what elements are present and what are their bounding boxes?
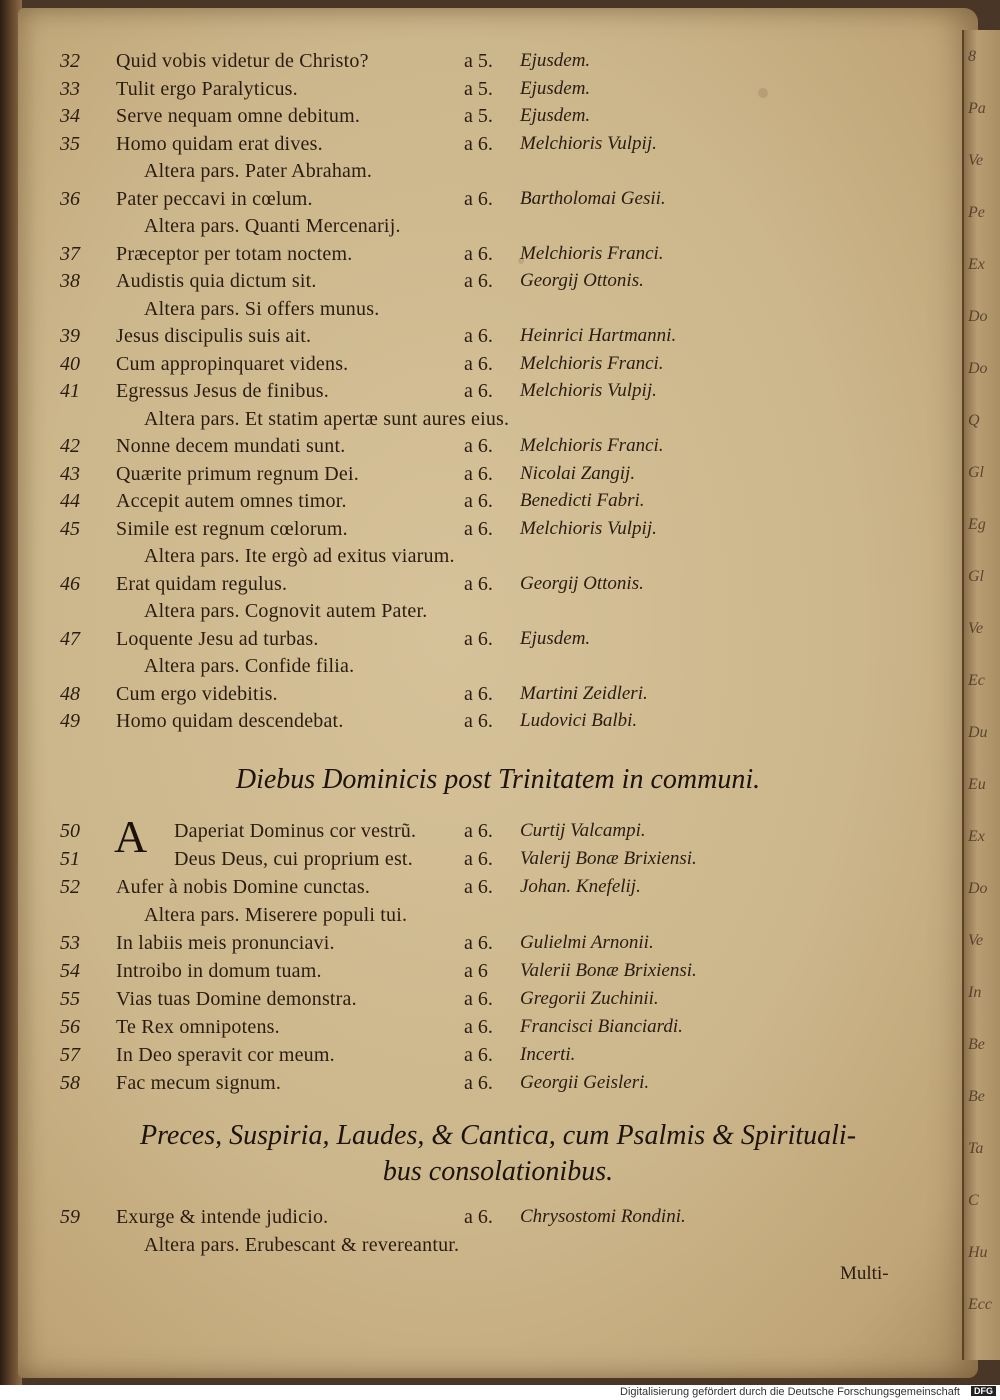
entry-number: 51: [60, 848, 80, 870]
entry-composer: Valerii Bonæ Brixiensi.: [520, 960, 697, 981]
entry-row: [18, 876, 978, 902]
entry-voices: a 6.: [464, 1072, 493, 1094]
entry-number: 58: [60, 1072, 80, 1094]
entry-title: Præceptor per totam noctem.: [116, 242, 353, 265]
entry-row: [18, 78, 978, 104]
entry-composer: Ejusdem.: [520, 50, 591, 71]
entry-composer: Melchioris Vulpij.: [520, 517, 657, 539]
entry-composer: Francisci Bianciardi.: [520, 1016, 683, 1037]
facing-page-fragment: Gl: [968, 568, 984, 585]
entry-composer: Martini Zeidleri.: [520, 682, 648, 704]
entry-title: Nonne decem mundati sunt.: [116, 435, 346, 457]
entry-voices: a 6.: [464, 462, 493, 485]
entry-number: 42: [60, 435, 80, 457]
entry-number: 36: [60, 187, 80, 210]
entry-row: [18, 325, 978, 351]
facing-page-fragment: Ve: [968, 932, 984, 949]
altera-pars-line: [18, 904, 978, 930]
entry-voices: a 6.: [464, 572, 493, 595]
entry-number: 37: [60, 242, 80, 265]
entry-voices: a 6.: [464, 848, 493, 870]
entry-row: [18, 353, 978, 379]
entry-row: [18, 988, 978, 1014]
entry-voices: a 6.: [464, 380, 493, 402]
entry-composer: Georgii Geisleri.: [520, 1072, 650, 1093]
entry-composer: Benedicti Fabri.: [520, 490, 645, 511]
entry-voices: a 6.: [464, 187, 493, 210]
entry-row: [18, 848, 978, 874]
entry-title: Audistis quia dictum sit.: [116, 270, 317, 292]
entry-number: 56: [60, 1016, 80, 1038]
entry-voices: a 6.: [464, 820, 493, 842]
entry-voices: a 6.: [464, 435, 493, 457]
entry-row: [18, 628, 978, 654]
entry-composer: Melchioris Franci.: [520, 435, 664, 456]
entry-number: 38: [60, 270, 80, 292]
entry-title: Quærite primum regnum Dei.: [116, 462, 359, 485]
entry-voices: a 6.: [464, 988, 493, 1010]
entry-title: Homo quidam descendebat.: [116, 710, 344, 732]
facing-page-fragment: Ec: [968, 672, 985, 689]
entry-voices: a 5.: [464, 77, 493, 100]
drop-cap-initial: A: [114, 811, 148, 862]
facing-page-fragment: Ex: [968, 256, 985, 273]
entry-title: Cum appropinquaret videns.: [116, 352, 349, 375]
altera-pars-text: Altera pars. Confide filia.: [144, 655, 355, 677]
entry-composer: Bartholomai Gesii.: [520, 187, 666, 209]
facing-page-fragment: Gl: [968, 464, 984, 481]
entry-voices: a 6.: [464, 325, 493, 347]
entry-row: [18, 960, 978, 986]
facing-page-fragment: Ve: [968, 152, 984, 169]
entry-row: [18, 490, 978, 516]
entry-composer: Ejusdem.: [520, 105, 591, 126]
entry-number: 54: [60, 960, 80, 982]
altera-pars-line: [18, 545, 978, 571]
facing-page-fragment: 8: [968, 48, 976, 65]
facing-page-fragment: Do: [968, 880, 988, 897]
entry-number: 34: [60, 105, 80, 127]
altera-pars-text: Altera pars. Si offers munus.: [144, 297, 380, 320]
entry-row: [18, 133, 978, 159]
entry-voices: a 6.: [464, 932, 493, 954]
entry-number: 53: [60, 932, 80, 954]
entry-composer: Georgij Ottonis.: [520, 270, 644, 291]
altera-pars-text: Altera pars. Pater Abraham.: [144, 160, 373, 182]
facing-page-fragment: C: [968, 1192, 979, 1209]
entry-row: [18, 243, 978, 269]
altera-pars-line: [18, 600, 978, 626]
facing-page-fragment: Ex: [968, 828, 985, 845]
facing-page-fragment: Do: [968, 360, 988, 377]
entry-title: Egressus Jesus de finibus.: [116, 380, 329, 402]
entry-row: [18, 1016, 978, 1042]
section-heading-trinity: Diebus Dominicis post Trinitatem in communi.: [235, 764, 761, 795]
entry-row: [18, 683, 978, 709]
entry-composer: Nicolai Zangij.: [520, 462, 636, 484]
entry-title: Accepit autem omnes timor.: [116, 490, 347, 512]
altera-pars-text: Altera pars. Ite ergò ad exitus viarum.: [144, 545, 455, 567]
entry-composer: Incerti.: [520, 1044, 576, 1065]
facing-page-fragment: Ta: [968, 1140, 984, 1157]
altera-pars-line: [18, 1234, 978, 1260]
entry-title: Quid vobis videtur de Christo?: [116, 50, 369, 72]
entry-title: Aufer à nobis Domine cunctas.: [116, 876, 371, 898]
entry-composer: Melchioris Vulpij.: [520, 132, 657, 154]
entry-composer: Ejusdem.: [520, 77, 591, 99]
catchword: Multi-: [840, 1263, 889, 1284]
entry-title: In Deo speravit cor meum.: [116, 1044, 335, 1066]
facing-page-fragment: Eg: [968, 516, 986, 533]
entry-row: [18, 435, 978, 461]
entry-voices: a 6.: [464, 517, 493, 540]
entry-number: 45: [60, 517, 80, 540]
entry-title: Simile est regnum cœlorum.: [116, 517, 348, 540]
altera-pars-text: Altera pars. Quanti Mercenarij.: [144, 215, 401, 237]
facing-page-fragment: In: [968, 984, 982, 1001]
entry-number: 59: [60, 1206, 80, 1228]
entry-voices: a 6.: [464, 242, 493, 265]
altera-pars-text: Altera pars. Et statim apertæ sunt aures eius.: [144, 407, 510, 430]
entry-title: Vias tuas Domine demonstra.: [116, 988, 357, 1010]
entry-number: 50: [60, 820, 80, 842]
entry-title: Te Rex omnipotens.: [116, 1016, 280, 1038]
entry-number: 52: [60, 876, 80, 898]
entry-row: [18, 105, 978, 131]
entry-row: [18, 932, 978, 958]
facing-page-edge: [962, 30, 1000, 1360]
section-heading-preces-line2: bus consolationibus.: [382, 1156, 614, 1187]
entry-number: 46: [60, 572, 80, 595]
entry-composer: Heinrici Hartmanni.: [520, 325, 677, 346]
entry-title: Daperiat Dominus cor vestrũ.: [174, 820, 417, 842]
digitization-footer: [0, 1385, 1000, 1400]
entry-title: Jesus discipulis suis ait.: [116, 325, 312, 347]
altera-pars-line: [18, 298, 978, 324]
altera-pars-text: Altera pars. Cognovit autem Pater.: [144, 600, 428, 622]
entry-composer: Melchioris Franci.: [520, 352, 664, 374]
facing-page-fragment: Be: [968, 1088, 985, 1105]
entry-number: 33: [60, 77, 80, 100]
entry-row: [18, 380, 978, 406]
entry-voices: a 6: [464, 960, 488, 982]
altera-pars-line: [18, 215, 978, 241]
entry-number: 39: [60, 325, 80, 347]
footer-credit-text: Digitalisierung gefördert durch die Deutsche Forschungsgemeinschaft: [620, 1386, 960, 1398]
facing-page-fragment: Ecc: [968, 1296, 992, 1313]
facing-page-fragment: Be: [968, 1036, 985, 1053]
facing-page-fragment: Pa: [968, 100, 986, 117]
entry-composer: Ejusdem.: [520, 627, 591, 649]
entry-composer: Melchioris Franci.: [520, 242, 664, 264]
entry-voices: a 6.: [464, 876, 493, 898]
entry-composer: Melchioris Vulpij.: [520, 380, 657, 401]
entry-title: Tulit ergo Paralyticus.: [116, 77, 298, 100]
entry-number: 44: [60, 490, 80, 512]
entry-composer: Gulielmi Arnonii.: [520, 932, 654, 953]
entry-row: [18, 710, 978, 736]
entry-voices: a 6.: [464, 710, 493, 732]
facing-page-fragment: Do: [968, 308, 988, 325]
entry-row: [18, 1044, 978, 1070]
entry-title: Serve nequam omne debitum.: [116, 105, 361, 127]
entry-composer: Valerij Bonæ Brixiensi.: [520, 848, 697, 869]
entry-row: [18, 270, 978, 296]
entry-voices: a 6.: [464, 1206, 493, 1228]
facing-page-fragment: Q: [968, 412, 980, 429]
entry-number: 40: [60, 352, 80, 375]
entry-voices: a 6.: [464, 132, 493, 155]
entry-row: [18, 1206, 978, 1232]
entry-number: 32: [60, 50, 80, 72]
entry-voices: a 6.: [464, 627, 493, 650]
entry-title: In labiis meis pronunciavi.: [116, 932, 335, 954]
entry-row: [18, 1072, 978, 1098]
entry-title: Introibo in domum tuam.: [116, 960, 322, 982]
entry-number: 49: [60, 710, 80, 732]
entry-title: Fac mecum signum.: [116, 1072, 282, 1094]
entry-composer: Chrysostomi Rondini.: [520, 1206, 686, 1227]
altera-pars-line: [18, 160, 978, 186]
entry-title: Loquente Jesu ad turbas.: [116, 627, 319, 650]
entry-number: 43: [60, 462, 80, 485]
entry-row: [18, 188, 978, 214]
entry-voices: a 6.: [464, 1016, 493, 1038]
entry-voices: a 6.: [464, 490, 493, 512]
entry-composer: Johan. Knefelij.: [520, 876, 641, 897]
entry-voices: a 6.: [464, 352, 493, 375]
entry-number: 47: [60, 627, 80, 650]
facing-page-fragment: Du: [968, 724, 988, 741]
entry-row: [18, 463, 978, 489]
entry-composer: Gregorii Zuchinii.: [520, 988, 659, 1009]
entry-voices: a 6.: [464, 682, 493, 705]
entry-number: 48: [60, 682, 80, 705]
entry-composer: Georgij Ottonis.: [520, 572, 644, 594]
entry-composer: Curtij Valcampi.: [520, 820, 646, 841]
dfg-logo: DFG: [971, 1386, 996, 1396]
facing-page-fragment: Eu: [968, 776, 986, 793]
entry-voices: a 6.: [464, 270, 493, 292]
book-page: [18, 8, 978, 1378]
entry-title: Pater peccavi in cœlum.: [116, 187, 313, 210]
entry-voices: a 6.: [464, 1044, 493, 1066]
entry-number: 57: [60, 1044, 80, 1066]
entry-number: 41: [60, 380, 80, 402]
entry-title: Erat quidam regulus.: [116, 572, 288, 595]
altera-pars-text: Altera pars. Miserere populi tui.: [144, 904, 408, 926]
altera-pars-line: [18, 408, 978, 434]
altera-pars-line: [18, 655, 978, 681]
altera-pars-text: Altera pars. Erubescant & revereantur.: [144, 1234, 460, 1256]
entry-number: 55: [60, 988, 80, 1010]
section-heading-preces-line1: Preces, Suspiria, Laudes, & Cantica, cum Psalmis & Spirituali-: [139, 1120, 857, 1151]
facing-page-fragment: Pe: [968, 204, 985, 221]
entry-row: [18, 50, 978, 76]
entry-composer: Ludovici Balbi.: [520, 710, 638, 731]
entry-number: 35: [60, 132, 80, 155]
entry-title: Homo quidam erat dives.: [116, 132, 323, 155]
entry-title: Exurge & intende judicio.: [116, 1206, 329, 1228]
entry-row: [18, 573, 978, 599]
entry-voices: a 5.: [464, 50, 493, 72]
entry-title: Cum ergo videbitis.: [116, 682, 278, 705]
entry-title: Deus Deus, cui proprium est.: [174, 848, 413, 870]
entry-row: [18, 820, 978, 846]
facing-page-fragment: Hu: [968, 1244, 988, 1261]
facing-page-fragment: Ve: [968, 620, 984, 637]
entry-voices: a 5.: [464, 105, 493, 127]
entry-row: [18, 518, 978, 544]
